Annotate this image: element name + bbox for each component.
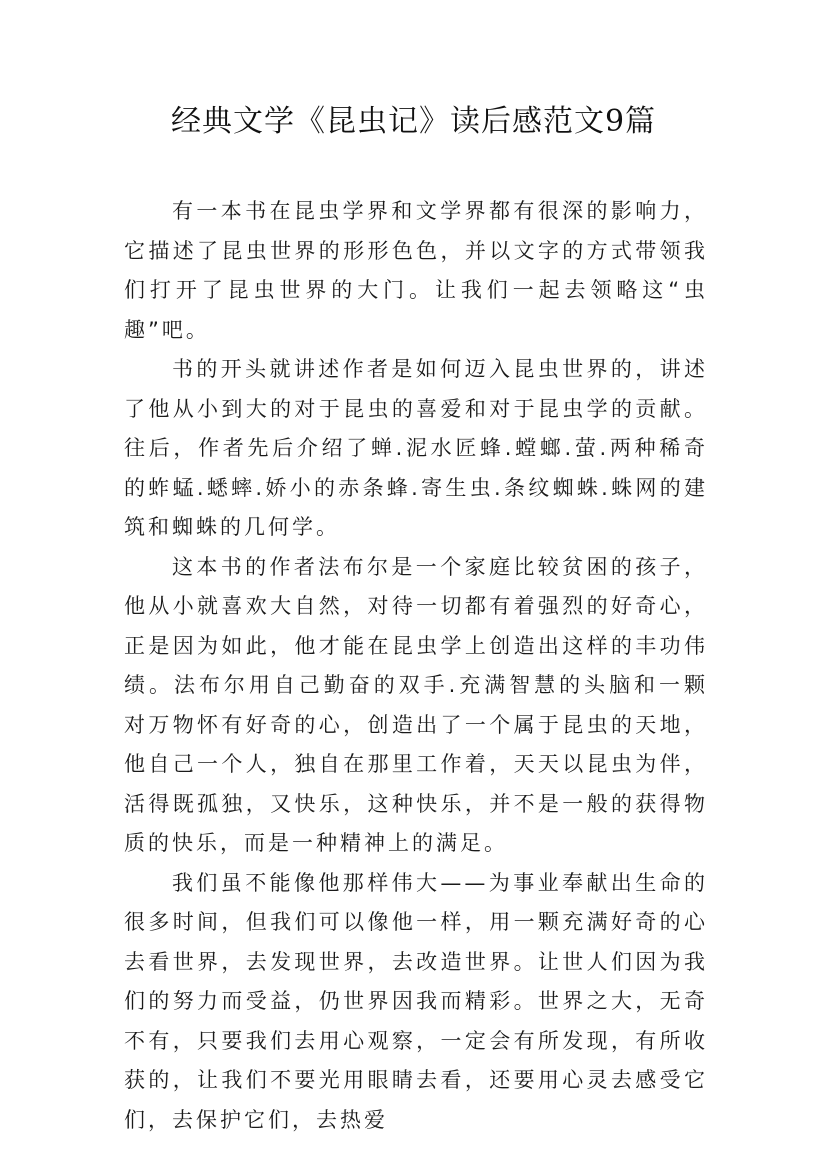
paragraph: 我们虽不能像他那样伟大——为事业奉献出生命的很多时间，但我们可以像他一样，用一颗充满好奇的心去看世界，去发现世界，去改造世界。让世人们因为我们的努力而受益，仍世界因我而精彩。世界之大，无奇不有，只要我们去用心观察，一定会有所发现，有所收获的，让我们不要光用眼睛去看，还要用心灵去感受它们，去保护它们，去热爱	[124, 870, 708, 1132]
paragraph: 书的开头就讲述作者是如何迈入昆虫世界的，讲述了他从小到大的对于昆虫的喜爱和对于昆虫学的贡献。往后，作者先后介绍了蝉.泥水匠蜂.螳螂.萤.两种稀奇的蚱蜢.蟋蟀.娇小的赤条蜂.寄生虫.条纹蜘蛛.蛛网的建筑和蜘蛛的几何学。	[124, 357, 708, 539]
document-body	[124, 192, 708, 1140]
paragraph: 这本书的作者法布尔是一个家庭比较贫困的孩子，他从小就喜欢大自然，对待一切都有着强烈的好奇心，正是因为如此，他才能在昆虫学上创造出这样的丰功伟绩。法布尔用自己勤奋的双手.充满智慧的头脑和一颗对万物怀有好奇的心，创造出了一个属于昆虫的天地，他自己一个人，独自在那里工作着，天天以昆虫为伴，活得既孤独，又快乐，这种快乐，并不是一般的获得物质的快乐，而是一种精神上的满足。	[124, 554, 708, 855]
paragraph: 有一本书在昆虫学界和文学界都有很深的影响力，它描述了昆虫世界的形形色色，并以文字的方式带领我们打开了昆虫世界的大门。让我们一起去领略这“虫趣”吧。	[124, 199, 708, 342]
document-title: 经典文学《昆虫记》读后感范文9篇	[170, 104, 657, 139]
